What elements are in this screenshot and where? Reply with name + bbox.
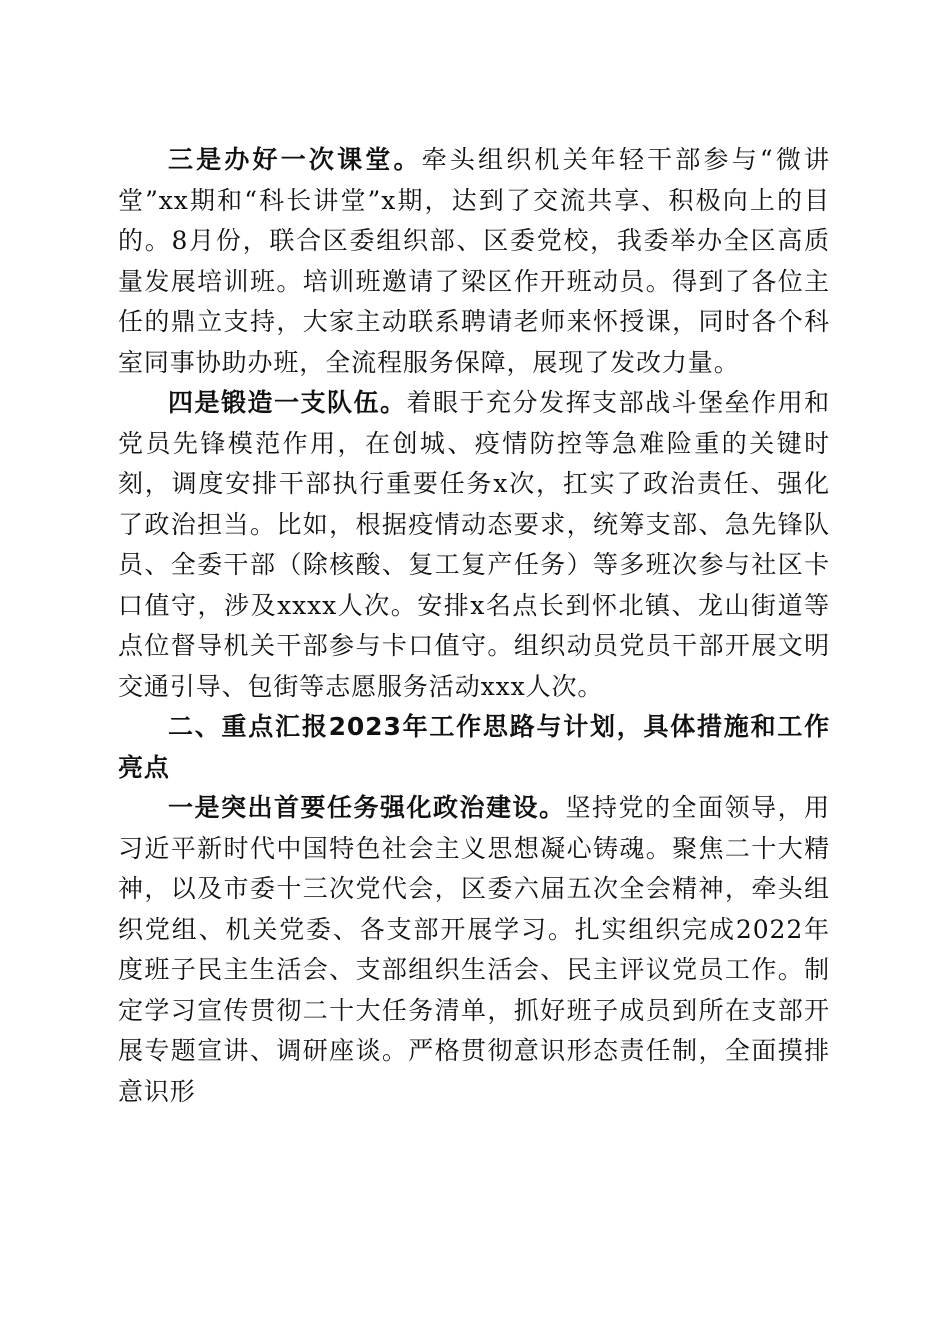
paragraph-lead: 三是办好一次课堂。 (168, 145, 422, 174)
document-page (118, 140, 830, 1112)
paragraph-body: 牵头组织机关年轻干部参与“微讲堂”xx期和“科长讲堂”x期，达到了交流共享、积极向上的目的。8月份，联合区委组织部、区委党校，我委举办全区高质量发展培训班。培训班邀请了梁区作开班动员。得到了各位主任的鼎立支持，大家主动联系聘请老师来怀授课，同时各个科室同事协助办班，全流程服务保障，展现了发改力量。 (118, 145, 830, 377)
paragraph-lead: 四是锻造一支队伍。 (168, 388, 407, 417)
paragraph-team (118, 383, 830, 707)
paragraph-lead: 一是突出首要任务强化政治建设。 (168, 793, 566, 822)
paragraph-political (118, 788, 830, 1112)
paragraph-classroom (118, 140, 830, 383)
paragraph-body: 着眼于充分发挥支部战斗堡垒作用和党员先锋模范作用，在创城、疫情防控等急难险重的关键时刻，调度安排干部执行重要任务x次，扛实了政治责任、强化了政治担当。比如，根据疫情动态要求，统筹支部、急先锋队员、全委干部（除核酸、复工复产任务）等多班次参与社区卡口值守，涉及xxxx人次。安排x名点长到怀北镇、龙山街道等点位督导机关干部参与卡口值守。组织动员党员干部开展文明交通引导、包街等志愿服务活动xxx人次。 (118, 388, 831, 701)
section-heading: 二、重点汇报2023年工作思路与计划，具体措施和工作亮点 (118, 712, 830, 782)
paragraph-body: 坚持党的全面领导，用习近平新时代中国特色社会主义思想凝心铸魂。聚焦二十大精神，以及市委十三次党代会，区委六届五次全会精神，牵头组织党组、机关党委、各支部开展学习。扎实组织完成2022年度班子民主生活会、支部组织生活会、民主评议党员工作。制定学习宣传贯彻二十大任务清单，抓好班子成员到所在支部开展专题宣讲、调研座谈。严格贯彻意识形态责任制，全面摸排意识形 (118, 793, 830, 1106)
